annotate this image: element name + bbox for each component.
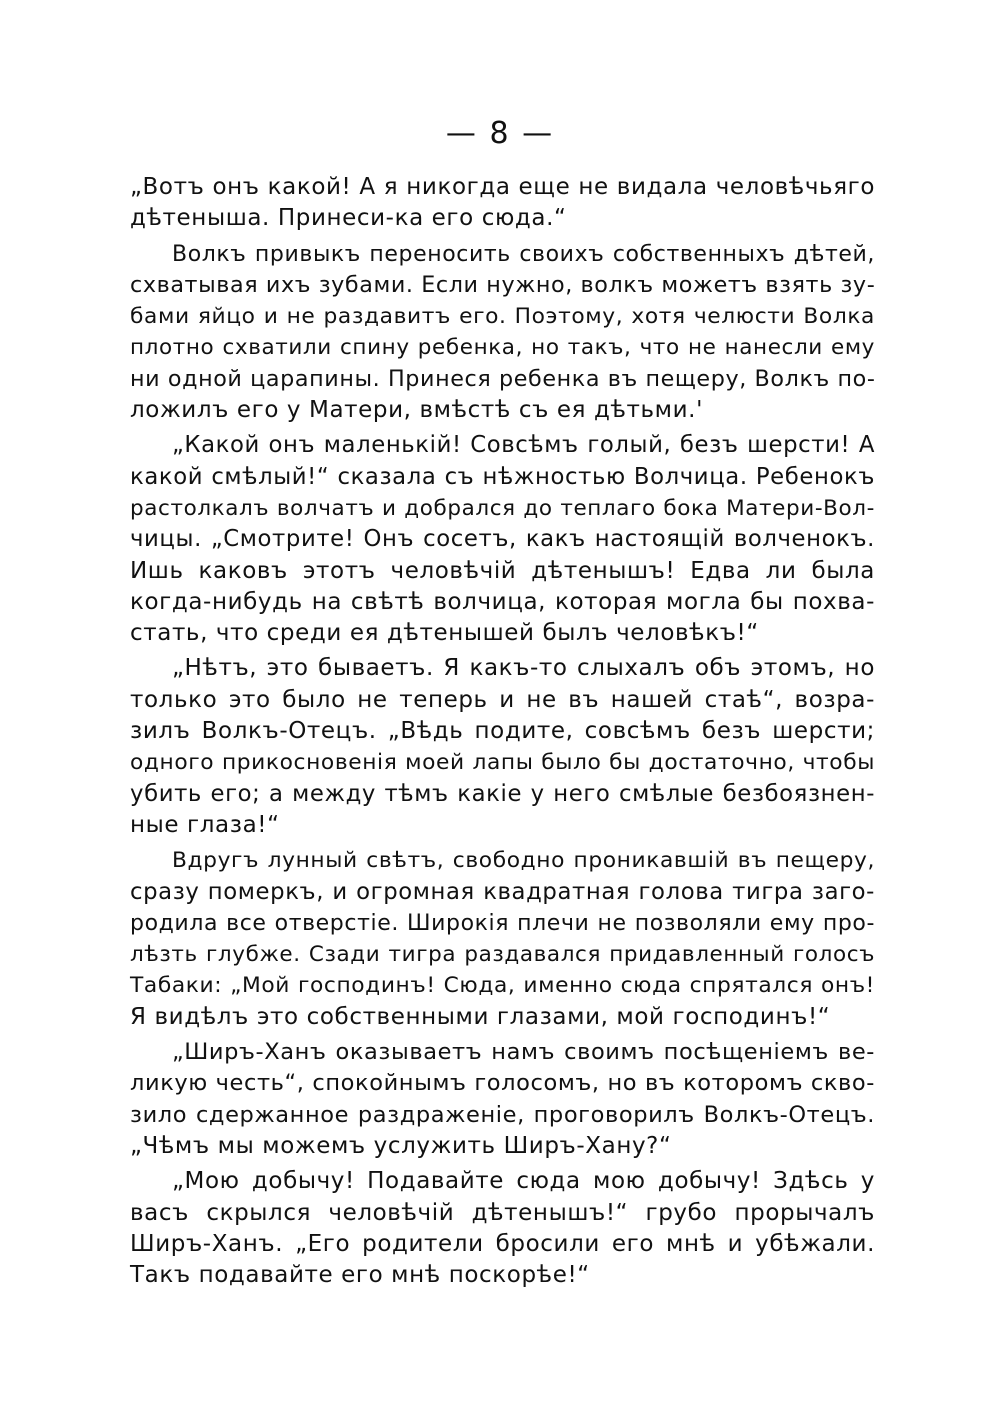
- text-line: схватывая ихъ зубами. Если нужно, волкъ можетъ взять зу-: [130, 271, 876, 298]
- text-line: ни одной царапины. Принеся ребенка въ пещеру, Волкъ по-: [130, 365, 876, 392]
- text-line: какой смѣлый!“ сказала съ нѣжностью Волчица. Ребенокъ: [130, 463, 875, 490]
- body-text: [130, 172, 875, 1295]
- text-line: „Ширъ-Ханъ оказываетъ намъ своимъ посѣщеніемъ ве-: [172, 1039, 875, 1066]
- text-line: „Мою добычу! Подавайте сюда мою добычу! Здѣсь у: [172, 1168, 875, 1195]
- text-line: лѣзть глубже. Сзади тигра раздавался придавленный голосъ: [130, 942, 875, 968]
- text-line: когда-нибудь на свѣтѣ волчица, которая могла бы похва-: [130, 588, 875, 615]
- text-line: „Какой онъ маленькій! Совсѣмъ голый, безъ шерсти! А: [172, 432, 875, 459]
- text-line: стать, что среди ея дѣтенышей былъ человѣкъ!“: [130, 620, 759, 647]
- text-line: одного прикосновенія моей лапы было бы достаточно, чтобы: [130, 750, 875, 776]
- paragraph: [130, 430, 875, 649]
- paragraph: [130, 239, 875, 427]
- text-line: чицы. „Смотрите! Онъ сосетъ, какъ настоящій волченокъ.: [130, 526, 875, 553]
- text-line: „Нѣтъ, это бываетъ. Я какъ-то слыхалъ объ этомъ, но: [172, 655, 875, 682]
- text-line: дѣтеныша. Принеси-ка его сюда.“: [130, 205, 567, 232]
- text-line: Я видѣлъ это собственными глазами, мой господинъ!“: [130, 1003, 831, 1030]
- text-line: ложилъ его у Матери, вмѣстѣ съ ея дѣтьми.': [130, 397, 704, 424]
- text-line: Волкъ привыкъ переносить своихъ собственныхъ дѣтей,: [172, 241, 875, 267]
- text-line: плотно схватили спину ребенка, но такъ, что не нанесли ему: [130, 335, 875, 361]
- text-line: Табаки: „Мой господинъ! Сюда, именно сюда спрятался онъ!: [130, 973, 875, 999]
- text-line: ликую честь“, спокойнымъ голосомъ, но въ которомъ скво-: [130, 1070, 875, 1097]
- text-line: „Чѣмъ мы можемъ услужить Ширъ-Хану?“: [130, 1132, 672, 1159]
- text-line: зилъ Волкъ-Отецъ. „Вѣдь подите, совсѣмъ безъ шерсти;: [130, 718, 875, 745]
- text-line: ные глаза!“: [130, 811, 280, 838]
- text-line: только это было не теперь и не въ нашей стаѣ“, возра-: [130, 686, 875, 713]
- paragraph: [130, 653, 875, 841]
- paragraph: [130, 845, 875, 1033]
- text-line: Ишь каковъ этотъ человѣчій дѣтенышъ! Едва ли была: [130, 557, 875, 584]
- paragraph: [130, 1166, 875, 1291]
- text-line: зило сдержанное раздраженіе, проговорилъ Волкъ-Отецъ.: [130, 1101, 875, 1128]
- text-line: убить его; а между тѣмъ какіе у него смѣлые безбоязнен-: [130, 780, 875, 807]
- paragraph: [130, 1037, 875, 1162]
- text-line: Такъ подавайте его мнѣ поскорѣе!“: [130, 1262, 590, 1289]
- text-line: родила все отверстіе. Широкія плечи не позволяли ему про-: [130, 910, 875, 936]
- text-line: растолкалъ волчатъ и добрался до теплаго бока Матери-Вол-: [130, 495, 875, 521]
- text-line: „Вотъ онъ какой! А я никогда еще не видала человѣчьяго: [130, 174, 875, 200]
- text-line: Вдругъ лунный свѣтъ, свободно проникавшій въ пещеру,: [172, 848, 875, 874]
- text-line: сразу померкъ, и огромная квадратная голова тигра заго-: [130, 878, 875, 905]
- paragraph: [130, 172, 875, 235]
- text-line: васъ скрылся человѣчій дѣтенышъ!“ грубо прорычалъ: [130, 1199, 875, 1226]
- text-line: Ширъ-Ханъ. „Его родители бросили его мнѣ и убѣжали.: [130, 1230, 875, 1257]
- text-line: бами яйцо и не раздавитъ его. Поэтому, хотя челюсти Волка: [130, 304, 875, 330]
- page-number: — 8 —: [445, 116, 555, 151]
